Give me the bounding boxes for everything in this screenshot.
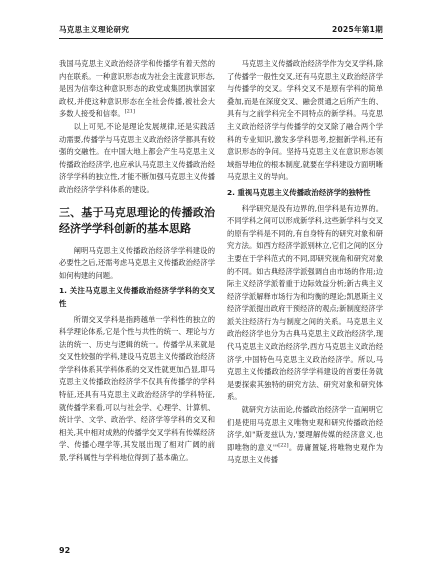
header-rule [59,38,383,39]
paragraph: 以上可见,不论是理论发展规律,还是实践活动需要,传播学与马克思主义政治经济学都具有较强的交融性。在中国大地上都会产生马克思主义传播政治经济学,也应承认马克思主义传播政治经济学学科的独立性,才能不断加强马克思主义传播政治经济学学科体系的建设。 [59,121,215,194]
citation-ref[interactable]: [22] [278,442,289,449]
paragraph-text: 就研究方法而论,传播政治经济学一直阐明它们是使用马克思主义唯物史观和研究传播政治经济学,如"斯麦兹认为,'要理解传媒的经济意义,也即唯物的意义'" [227,405,383,452]
journal-title: 马克思主义理论研究 [59,24,130,34]
subsection-heading: 1. 关注马克思主义传播政治经济学学科的交叉性 [59,286,215,308]
paragraph-text: 。毋庸置疑,将唯物史观作为马克思主义传播 [227,442,383,465]
paragraph: 科学研究是没有边界的,但学科是有边界的。不同学科之间可以形成新学科,这些新学科与交叉的原有学科是不同的,有自身特有的研究对象和研究方法。如西方经济学派别林立,它们之间的区分主要在于学科范式的不同,即研究视角和研究对象的不同。如古典经济学派强调自由市场的作用;边际主义经济学派着重于边际效益分析;新古典主义经济学派解释市场行为和均衡的理论;凯恩斯主义经济学派提出政府干预经济的观点;新制度经济学派关注经济行为与制度之间的关系。马克思主义政治经济学也分为古典马克思主义政治经济学,现代马克思主义政治经济学,西方马克思主义政治经济学,中国特色马克思主义政治经济学。所以,马克思主义传播政治经济学学科建设的首要任务就是要探索其独特的研究方法、研究对象和研究体系。 [227,203,383,402]
paragraph: 所谓交叉学科是指跨越单一学科性的独立的科学理论体系,它是个性与共性的统一、理论与方法的统一、历史与逻辑的统一。传播学从来就是交叉性较强的学科,建设马克思主义传播政治经济学学科体系其学科体系的交叉性就更加凸显,即马克思主义传播政治经济学不仅具有传播学的学科特征,还具有马克思主义政治经济学的学科特征,就传播学来看,可以与社会学、心理学、计算机、统计学、文学、政治学、经济学等学科的交叉和相关,其中相对成熟的传播学交叉学科有传媒经济学、传播心理学等,其发展出现了相对广阔的前景,学科属性与学科地位得到了基本确立。 [59,314,215,463]
issue-label: 2025年第1期 [332,24,383,34]
running-head [59,22,383,36]
left-column [59,58,215,465]
paragraph: 阐明马克思主义传播政治经济学学科建设的必要性之后,还需考虑马克思主义传播政治经济学如何构建的问题。 [59,245,215,280]
section-heading: 三、基于马克思理论的传播政治经济学学科创新的基本思路 [59,205,215,235]
paragraph: 马克思主义传播政治经济学作为交叉学科,除了传播学一般性交叉,还有马克思主义政治经济学与传播学的交叉。学科交叉不是原有学科的简单叠加,而是在深度交叉、融会贯通之后所产生的、具有与之前学科完全不同特点的新学科。马克思主义政治经济学与传播学的交叉除了融合两个学科的专业知识,激发多学科思考,挖掘新学科,还有意识形态的争问。坚持马克思主义在意识形态领域指导地位的根本制度,就要在学科建设方面明晰马克思主义的导向。 [227,59,383,182]
paragraph-text: 我国马克思主义政治经济学和传播学有着天然的内在联系。一种意识形态成为社会主流意识形态,是因为信奉这种意识形态的政党或集团执掌国家政权,并使这种意识形态在全社会传播,被社会大多数人接受和信奉。 [59,59,215,119]
citation-ref[interactable]: [21] [124,108,135,115]
paragraph [227,404,383,467]
right-column [227,58,383,467]
paragraph [59,58,215,121]
subsection-heading: 2. 重视马克思主义传播政治经济学的独特性 [227,187,371,197]
page-number: 92 [59,546,71,555]
